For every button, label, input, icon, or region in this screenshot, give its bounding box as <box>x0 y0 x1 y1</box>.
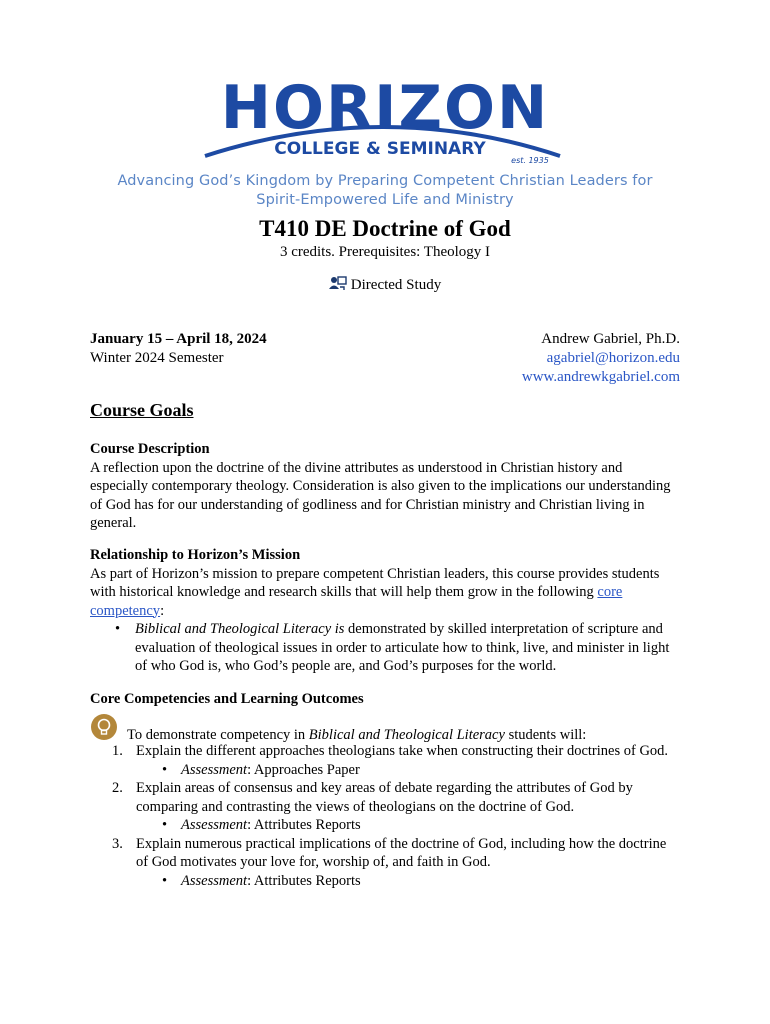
lightbulb-icon <box>90 713 118 741</box>
instructor-website-link[interactable]: www.andrewkgabriel.com <box>521 369 680 385</box>
course-format <box>0 276 770 294</box>
course-dates <box>90 330 267 368</box>
instructor-info <box>522 330 680 387</box>
outcome-assessment: • Assessment: Attributes Reports <box>90 816 680 835</box>
mission-bullet: • Biblical and Theological Literacy is demonstrated by skilled interpretation of scripture and evaluation of theological issues in order to articulate how to think, live, and minister in light of who God is, who God’s people are, and God’s purposes for the world. <box>90 620 680 676</box>
outcome-assessment: • Assessment: Approaches Paper <box>90 761 680 780</box>
outcome-assessment: • Assessment: Attributes Reports <box>90 872 680 891</box>
logo-est: est. 1935 <box>511 156 549 165</box>
outcome-item: 2. Explain areas of consensus and key areas of debate regarding the attributes of God by comparing and contrasting the views of theologians on the doctrine of God. <box>112 780 633 815</box>
mission-section <box>90 546 680 676</box>
course-description-heading: Course Description <box>90 441 210 457</box>
course-subtitle: 3 credits. Prerequisites: Theology I <box>279 244 491 260</box>
competencies-heading: Core Competencies and Learning Outcomes <box>90 691 364 707</box>
tagline-line-1: Advancing God’s Kingdom by Preparing Competent Christian Leaders for <box>117 173 653 189</box>
learning-outcomes <box>90 712 680 890</box>
course-description-section <box>90 440 680 533</box>
outcome-item: 1. Explain the different approaches theologians take when constructing their doctrines of God. <box>112 743 669 759</box>
logo-subtitle: COLLEGE & SEMINARY <box>274 139 486 159</box>
logo-word: HORIZON <box>220 78 550 143</box>
core-competency-link[interactable]: core competency <box>90 584 623 619</box>
course-description-text: A reflection upon the doctrine of the divine attributes as understood in Christian history and especially contemporary theology. Consideration is also given to the implications our understanding of God has for our understanding of godliness and for Christian ministry and Christian living in general. <box>90 459 671 531</box>
instructor-email-link[interactable]: agabriel@horizon.edu <box>546 350 680 366</box>
outcome-item: 3. Explain numerous practical implications of the doctrine of God, including how the doctrine of God motivates your love for, worship of, and faith in God. <box>112 835 667 870</box>
instructor-name: Andrew Gabriel, Ph.D. <box>541 331 680 347</box>
mission-heading: Relationship to Horizon’s Mission <box>90 547 301 563</box>
semester-label: Winter 2024 Semester <box>90 350 224 366</box>
course-title: T410 DE Doctrine of God <box>259 216 511 241</box>
directed-study-icon <box>329 276 347 291</box>
date-range: January 15 – April 18, 2024 <box>90 331 267 347</box>
course-format-label: Directed Study <box>350 277 442 293</box>
tagline-line-2: Spirit-Empowered Life and Ministry <box>256 192 514 208</box>
course-goals-heading: Course Goals <box>90 400 194 420</box>
outcomes-intro: To demonstrate competency in Biblical and Theological Literacy students will: <box>90 712 680 742</box>
mission-text: As part of Horizon’s mission to prepare competent Christian leaders, this course provides students with historical knowledge and research skills that will help them grow in the following core competency: <box>90 565 660 619</box>
